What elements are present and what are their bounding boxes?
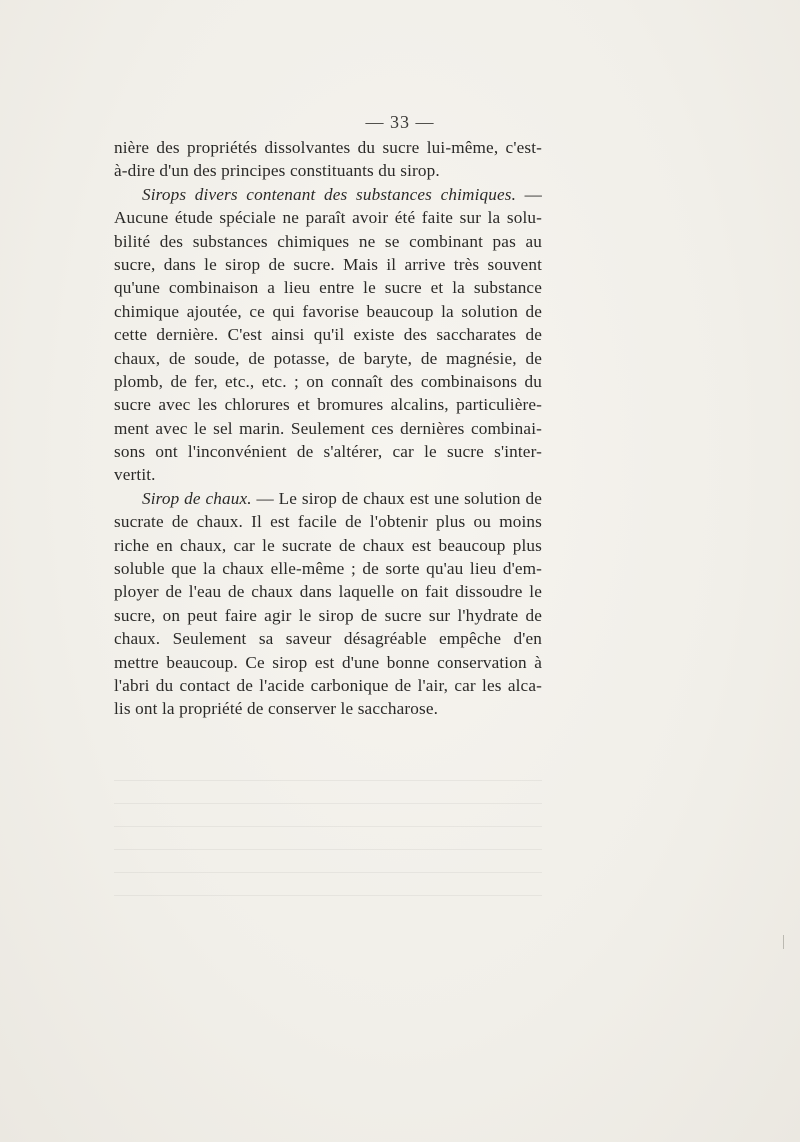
text-line: cette dernière. C'est ainsi qu'il existe des saccharates de <box>114 325 542 345</box>
text-line: soluble que la chaux elle-même ; de sorte qu'au lieu d'em- <box>114 559 542 579</box>
show-through-bleed <box>114 780 542 900</box>
body-text <box>114 136 542 721</box>
paragraph-heading-line <box>114 183 542 206</box>
text-fragment: — <box>516 184 543 204</box>
text-line: plomb, de fer, etc., etc. ; on connaît des combinaisons du <box>114 371 542 391</box>
text-line: ployer de l'eau de chaux dans laquelle on fait dissoudre le <box>114 582 542 602</box>
paper-mark <box>783 935 784 949</box>
text-line: sucre, dans le sirop de sucre. Mais il arrive très souvent <box>114 254 542 274</box>
text-line: sons ont l'inconvénient de s'altérer, car le sucre s'inter- <box>114 442 542 462</box>
paragraph-heading-line <box>114 487 542 510</box>
text-line: Aucune étude spéciale ne paraît avoir été faite sur la solu- <box>114 208 542 228</box>
text-line: nière des propriétés dissolvantes du sucre lui-même, c'est- <box>114 138 542 157</box>
text-line: l'abri du contact de l'acide carbonique de l'air, car les alca- <box>114 675 542 695</box>
text-line: sucrate de chaux. Il est facile de l'obtenir plus ou moins <box>114 512 542 532</box>
text-line: chaux. Seulement sa saveur désagréable empêche d'en <box>114 629 542 649</box>
text-line: vertit. <box>114 465 156 485</box>
text-line: sucre avec les chlorures et bromures alcalins, particulière- <box>114 395 542 415</box>
text-line: bilité des substances chimiques ne se combinant pas au <box>114 231 542 251</box>
text-line: riche en chaux, car le sucrate de chaux est beaucoup plus <box>114 535 542 555</box>
text-line: sucre, on peut faire agir le sirop de sucre sur l'hydrate de <box>114 605 542 625</box>
text-fragment: — Le sirop de chaux est une solution de <box>251 488 542 508</box>
section-heading-sirop-de-chaux: Sirop de chaux. <box>142 488 252 508</box>
section-heading-sirops-divers: Sirops divers contenant des substances chimiques. <box>142 184 517 204</box>
text-line: mettre beaucoup. Ce sirop est d'une bonne conservation à <box>114 652 542 672</box>
text-line: chaux, de soude, de potasse, de baryte, de magnésie, de <box>114 348 542 368</box>
text-line: qu'une combinaison a lieu entre le sucre et la substance <box>114 278 542 298</box>
text-line: à-dire d'un des principes constituants du sirop. <box>114 161 440 181</box>
text-line: lis ont la propriété de conserver le saccharose. <box>114 699 439 719</box>
text-line: ment avec le sel marin. Seulement ces dernières combinai- <box>114 418 542 438</box>
page-number: — 33 — <box>365 112 435 132</box>
text-line: chimique ajoutée, ce qui favorise beaucoup la solution de <box>114 301 542 321</box>
